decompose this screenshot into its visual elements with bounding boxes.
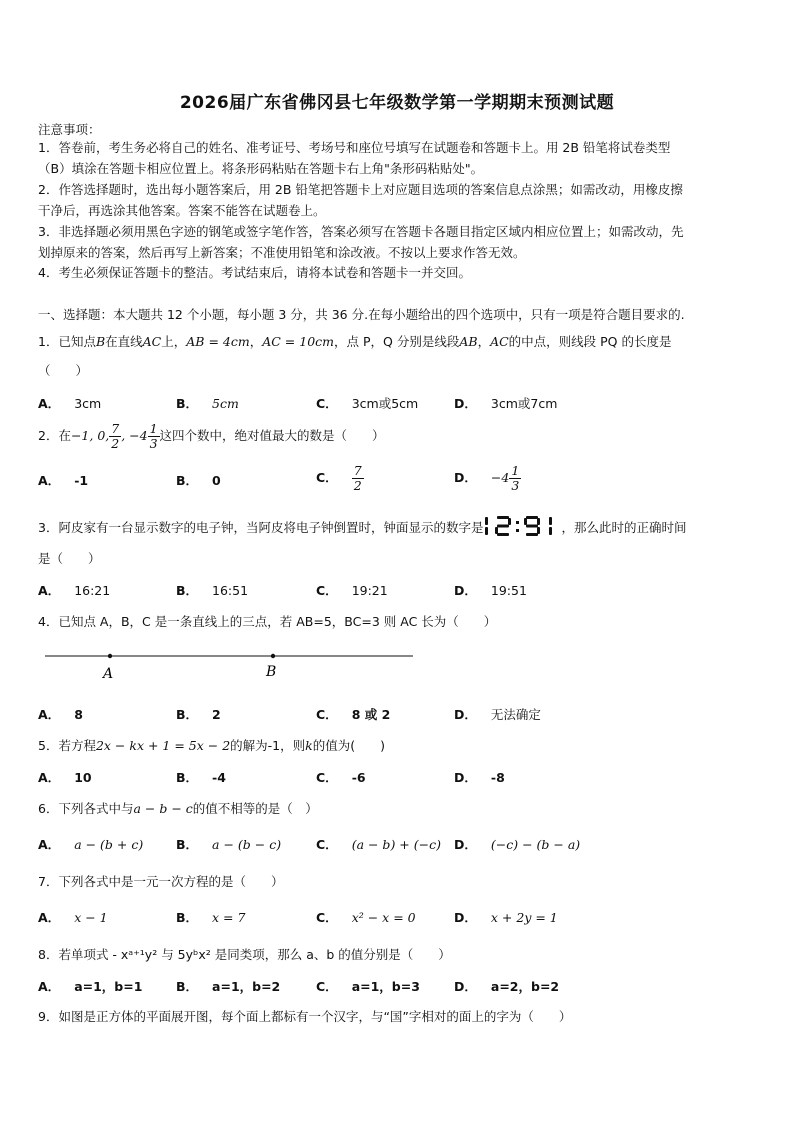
q2-option-c[interactable]: C． $\frac{7}{2}$: [316, 463, 362, 493]
question-9: 9．如图是正方体的平面展开图，每个面上都标有一个汉字，与“国”字相对的面上的字为（ ）: [38, 1009, 572, 1024]
q5-option-a[interactable]: A． 10: [38, 770, 92, 785]
notice-line: 3．非选择题必须用黑色字迹的钢笔或签字笔作答，答案必须写在答题卡各题目指定区域内相应位置上；如需改动，先: [38, 224, 684, 239]
question-7: 7．下列各式中是一元一次方程的是（ ）: [38, 874, 284, 889]
notice-line: 2．作答选择题时，选出每小题答案后，用 2B 铅笔把答题卡上对应题目选项的答案信息点涂黑；如需改动，用橡皮擦: [38, 182, 683, 197]
q1-option-c[interactable]: C． 3cm或5cm: [316, 396, 419, 411]
q3-option-b[interactable]: B． 16:51: [176, 583, 249, 598]
page-title: 2026届广东省佛冈县七年级数学第一学期期末预测试题: [179, 93, 615, 113]
q5-option-c[interactable]: C． -6: [316, 770, 366, 785]
question-3: 3．阿皮家有一台显示数字的电子钟，当阿皮将电子钟倒置时，钟面显示的数字是 ，那么此时的正确时间: [38, 514, 686, 543]
digital-clock-icon: [483, 514, 561, 543]
q1-option-a[interactable]: A． 3cm: [38, 396, 102, 411]
q2-option-a[interactable]: A． -1: [38, 473, 89, 488]
notice-heading: 注意事项：: [38, 122, 101, 137]
fraction: $\frac{1}{3}$: [511, 463, 520, 493]
q7-option-b[interactable]: B． x = 7: [176, 910, 246, 925]
point-b-label: B: [266, 664, 277, 680]
q4-option-a[interactable]: A． 8: [38, 707, 83, 722]
section-heading: 一、选择题：本大题共 12 个小题，每小题 3 分，共 36 分.在每小题给出的四个选项中，只有一项是符合题目要求的.: [38, 307, 685, 322]
q6-option-b[interactable]: B． a − (b − c): [176, 837, 282, 852]
q7-option-c[interactable]: C． x² − x = 0: [316, 910, 416, 925]
q3-option-d[interactable]: D． 19:51: [454, 583, 527, 598]
q3-option-c[interactable]: C． 19:21: [316, 583, 388, 598]
q1-option-d[interactable]: D． 3cm或7cm: [454, 396, 558, 411]
line-diagram: [45, 648, 425, 688]
notice-line: 4．考生必须保证答题卡的整洁。考试结束后，请将本试卷和答题卡一并交回。: [38, 265, 471, 280]
digital-clock-icon: [483, 514, 561, 538]
q4-option-b[interactable]: B． 2: [176, 707, 221, 722]
q2-option-b[interactable]: B． 0: [176, 473, 221, 488]
point-b: [271, 654, 275, 658]
question-2: 2．在−1, 0, $\frac{7}{2}$ , −4 $\frac{1}{3}$ 这四个数中，绝对值最大的数是（ ）: [38, 421, 385, 451]
q8-option-c[interactable]: C． a=1，b=3: [316, 979, 420, 994]
q1-option-b[interactable]: B． 5cm: [176, 396, 239, 411]
notice-line: （B）填涂在答题卡相应位置上。将条形码粘贴在答题卡右上角"条形码粘贴处"。: [38, 161, 484, 176]
notice-line: 划掉原来的答案，然后再写上新答案；不准使用铅笔和涂改液。不按以上要求作答无效。: [38, 245, 526, 260]
q8-option-d[interactable]: D． a=2，b=2: [454, 979, 560, 994]
fraction: $\frac{1}{3}$: [149, 421, 158, 451]
question-3-cont: 是（ ）: [38, 551, 101, 566]
q7-option-d[interactable]: D． x + 2y = 1: [454, 910, 558, 925]
fraction: $\frac{7}{2}$: [353, 463, 362, 493]
q5-option-d[interactable]: D． -8: [454, 770, 505, 785]
notice-line: 1．答卷前，考生务必将自己的姓名、准考证号、考场号和座位号填写在试题卷和答题卡上。用 2B 铅笔将试卷类型: [38, 140, 671, 155]
question-1-paren: （ ）: [38, 363, 89, 378]
point-a-label: A: [103, 666, 114, 682]
question-8: 8．若单项式 - xᵃ⁺¹y² 与 5yᵇx² 是同类项，那么 a、b 的值分别是（ ）: [38, 947, 451, 962]
q8-option-a[interactable]: A． a=1，b=1: [38, 979, 143, 994]
q3-option-a[interactable]: A． 16:21: [38, 583, 111, 598]
point-a: [108, 654, 112, 658]
question-4: 4．已知点 A，B，C 是一条直线上的三点，若 AB=5，BC=3 则 AC 长为（ ）: [38, 614, 497, 629]
q4-option-c[interactable]: C． 8 或 2: [316, 707, 391, 722]
q6-option-c[interactable]: C． (a − b) + (−c): [316, 837, 441, 852]
q8-option-b[interactable]: B． a=1，b=2: [176, 979, 281, 994]
notice-line: 干净后，再选涂其他答案。答案不能答在试题卷上。: [38, 203, 326, 218]
q4-option-d[interactable]: D． 无法确定: [454, 707, 541, 722]
q6-option-a[interactable]: A． a − (b + c): [38, 837, 144, 852]
q2-option-d[interactable]: D． −4 $\frac{1}{3}$: [454, 463, 520, 493]
q5-option-b[interactable]: B． -4: [176, 770, 226, 785]
question-5: 5．若方程2x − kx + 1 = 5x − 2的解为-1，则k的值为( ): [38, 738, 385, 753]
question-6: 6．下列各式中与a − b − c的值不相等的是（ ）: [38, 801, 318, 816]
q7-option-a[interactable]: A． x − 1: [38, 910, 108, 925]
question-1: 1．已知点B在直线AC上，AB = 4cm，AC = 10cm，点 P，Q 分别是线段AB，AC的中点，则线段 PQ 的长度是: [38, 334, 672, 349]
q6-option-d[interactable]: D． (−c) − (b − a): [454, 837, 581, 852]
fraction: $\frac{7}{2}$: [111, 421, 120, 451]
